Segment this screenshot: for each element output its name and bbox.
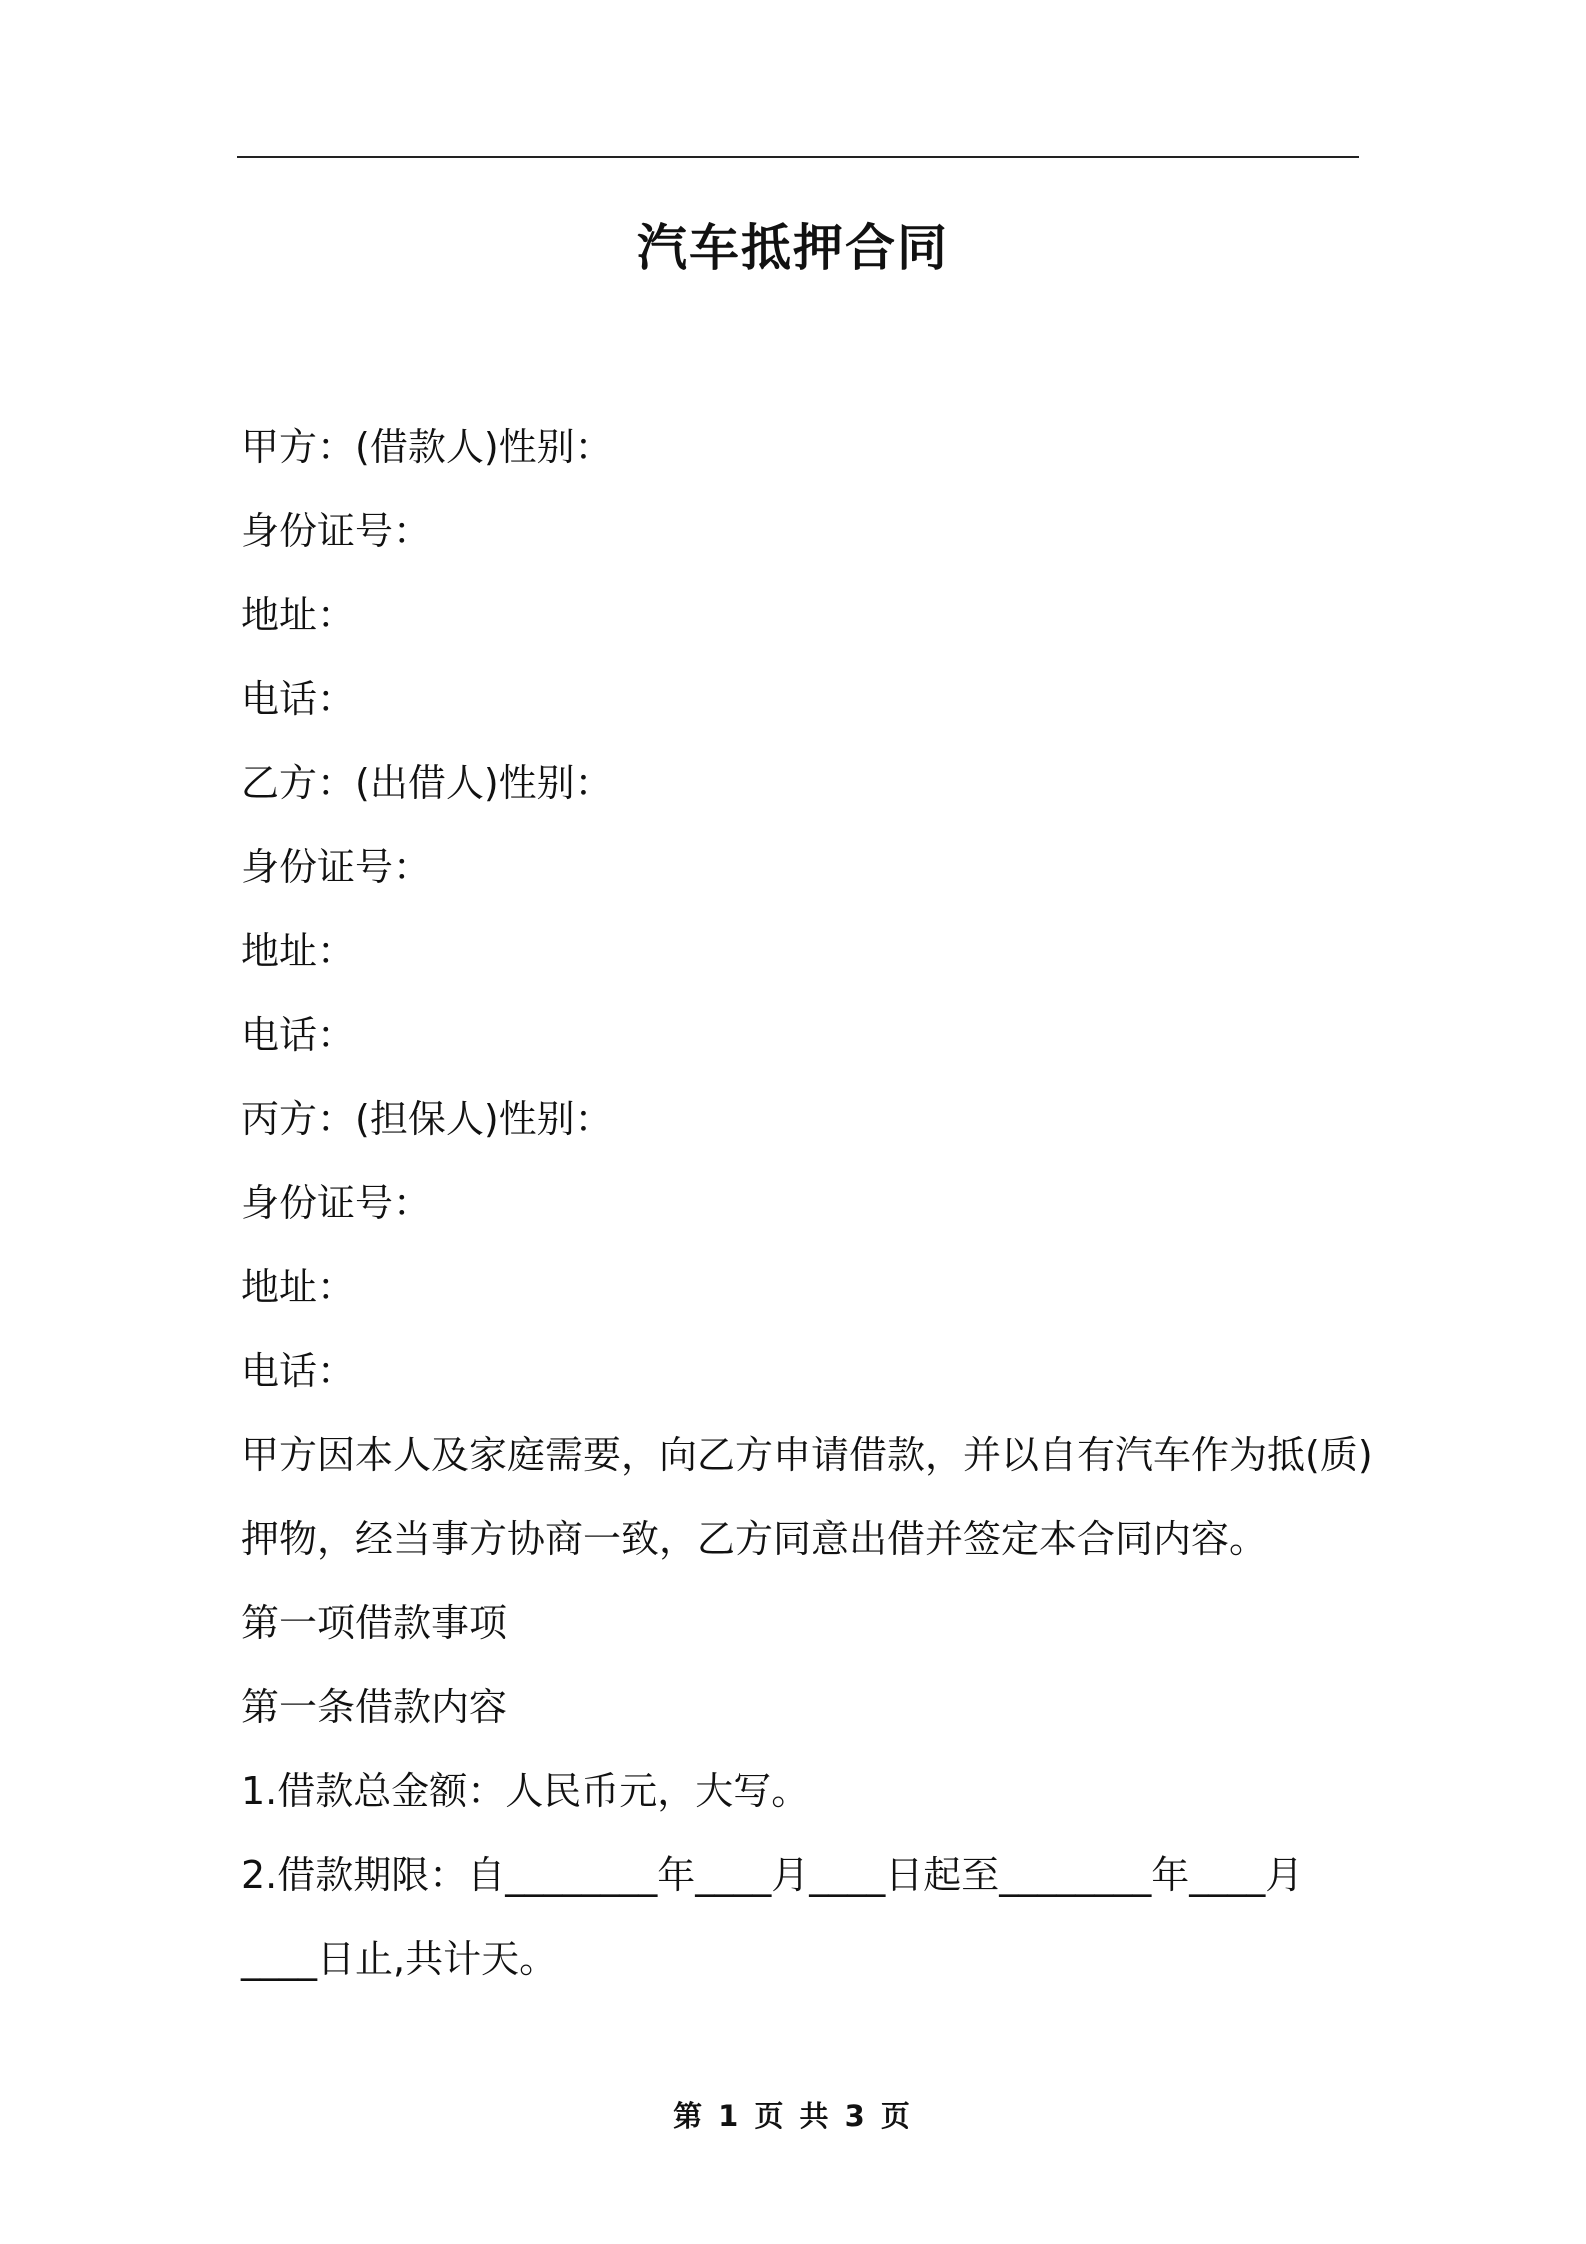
document-title: 汽车抵押合同 xyxy=(637,219,949,277)
clause-loan-term-line-2: ____日止,共计天。 xyxy=(241,1937,558,1981)
preamble-line-1: 甲方因本人及家庭需要，向乙方申请借款，并以自有汽车作为抵(质) xyxy=(241,1433,1373,1477)
party-c-phone-line: 电话： xyxy=(241,1349,356,1393)
party-a-address-line: 地址： xyxy=(241,593,356,637)
party-b-phone-line: 电话： xyxy=(241,1013,356,1057)
party-a-phone-line: 电话： xyxy=(241,677,356,721)
page-number-footer: 第 1 页 共 3 页 xyxy=(673,2099,913,2133)
party-c-line: 丙方：(担保人)性别： xyxy=(241,1097,613,1141)
contract-body xyxy=(241,405,1373,2001)
section-heading: 第一项借款事项 xyxy=(241,1601,508,1645)
preamble-line-2: 押物，经当事方协商一致，乙方同意出借并签定本合同内容。 xyxy=(241,1517,1268,1561)
party-c-id-line: 身份证号： xyxy=(241,1181,432,1225)
party-b-address-line: 地址： xyxy=(241,929,356,973)
party-b-line: 乙方：(出借人)性别： xyxy=(241,761,613,805)
party-b-id-line: 身份证号： xyxy=(241,845,432,889)
header-rule xyxy=(237,156,1359,158)
party-a-line: 甲方：(借款人)性别： xyxy=(241,425,613,469)
article-heading: 第一条借款内容 xyxy=(241,1685,508,1729)
party-a-id-line: 身份证号： xyxy=(241,509,432,553)
party-c-address-line: 地址： xyxy=(241,1265,356,1309)
clause-loan-amount: 1.借款总金额：人民币元，大写。 xyxy=(241,1769,810,1813)
clause-loan-term-line-1: 2.借款期限：自________年____月____日起至________年____月 xyxy=(241,1853,1304,1897)
